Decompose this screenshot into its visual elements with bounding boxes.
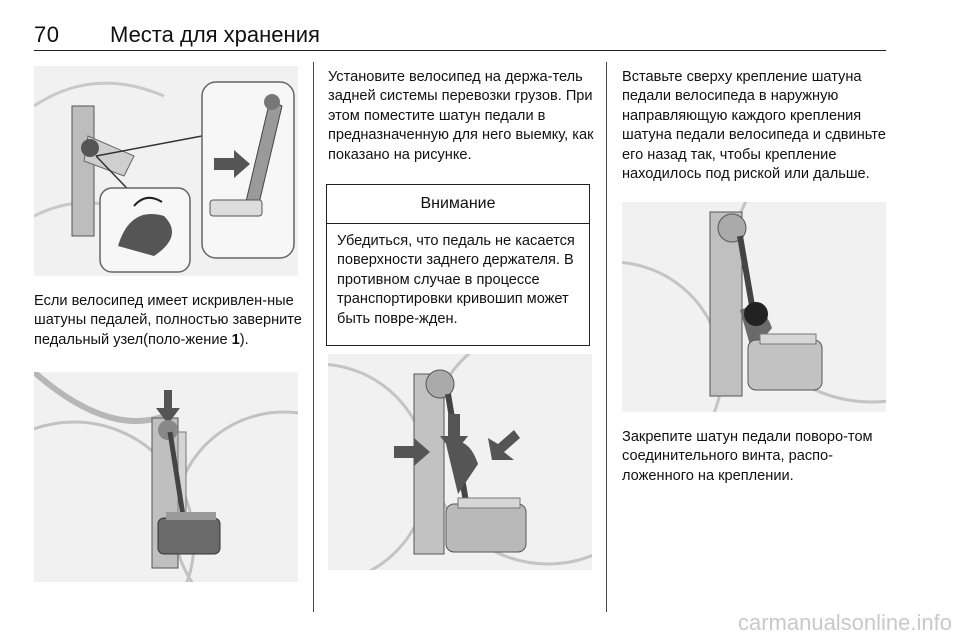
warning-text: Убедиться, что педаль не касается поверхности заднего держателя. В противном случае в процессе транспортировки кривошип может быть повре-жден.	[337, 233, 575, 327]
paragraph: Закрепите шатун педали поворо-том соединительного винта, распо-ложенного на креплении.	[622, 429, 873, 484]
illustration-bike-on-carrier	[34, 372, 298, 582]
illustration-crank-fastened	[622, 202, 886, 412]
warning-title: Внимание	[327, 185, 589, 224]
warning-box	[326, 184, 590, 346]
column-divider	[313, 62, 314, 612]
header-rule	[34, 50, 886, 51]
illustration-crank-insert	[328, 354, 592, 570]
paragraph: Если велосипед имеет искривлен-ные шатуны педалей, полностью заверните педальный узел(поло-жение 1).	[34, 293, 302, 348]
paragraph: Вставьте сверху крепление шатуна педали велосипеда в наружную направляющую каждого крепления шатуна педали велосипеда и сдвиньте его назад так, чтобы крепление находилось под риской или дальше.	[622, 69, 886, 183]
page-header	[34, 22, 886, 52]
page-number: 70	[34, 22, 60, 47]
paragraph: Установите велосипед на держа-тель задней системы перевозки грузов. При этом поместите шатун педали в предназначенную для него выемку, как показано на рисунке.	[328, 69, 594, 163]
illustration-pedal-crank-detail	[34, 66, 298, 276]
column-divider	[606, 62, 607, 612]
page-title: Места для хранения	[110, 22, 320, 47]
watermark: carmanualsonline.info	[737, 610, 952, 635]
